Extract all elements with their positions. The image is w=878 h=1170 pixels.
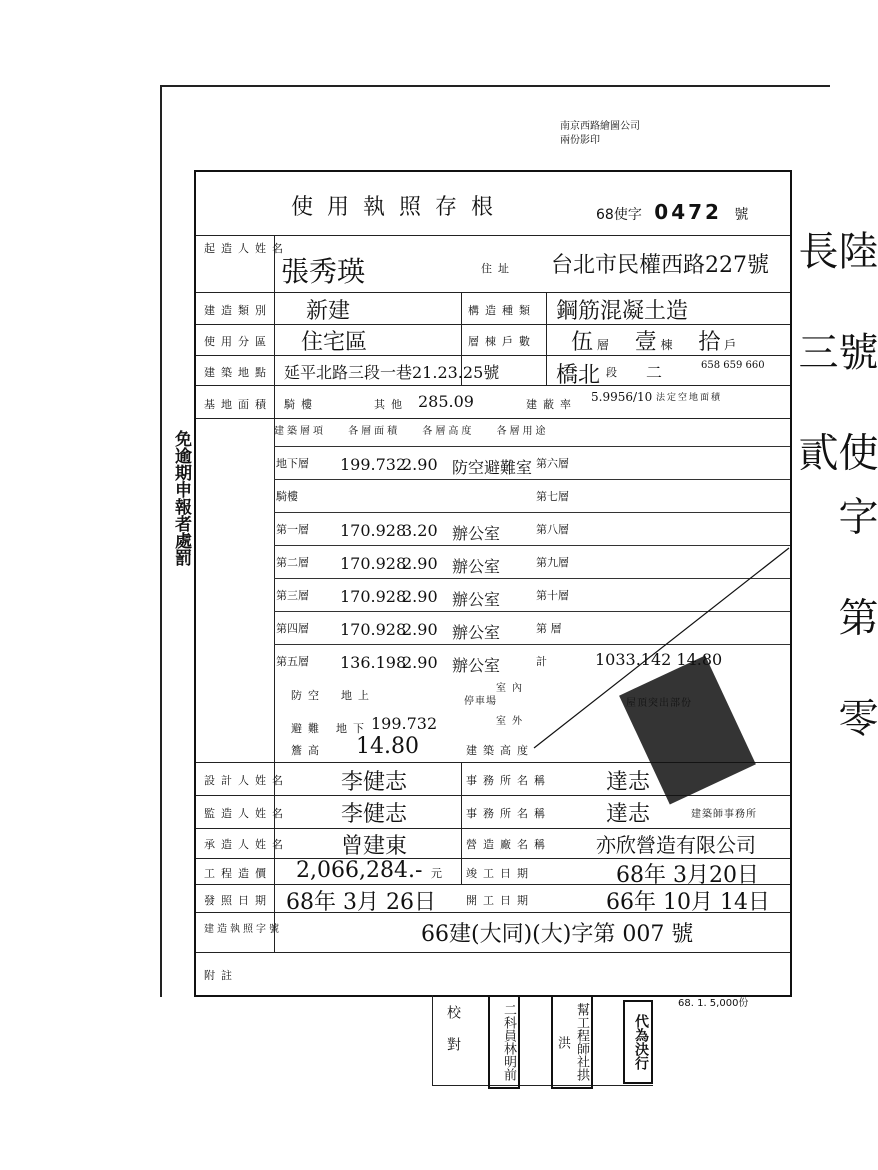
designer-office: 達志: [606, 770, 651, 795]
floor-area: 170.928: [340, 521, 407, 540]
floor-area: 170.928: [340, 620, 407, 639]
above-label: 地上: [341, 689, 375, 702]
floor-right-name: 第八層: [536, 523, 569, 536]
right-margin-text: 陸 號 使字 第 零 長 三 貳: [792, 230, 878, 761]
floor-use: 辦公室: [452, 524, 501, 543]
start-date: 66年 10月 14日: [606, 890, 770, 915]
zone-value: 住宅區: [301, 330, 368, 355]
section-value: 二: [646, 363, 663, 382]
floor-height: 2.90: [402, 587, 438, 606]
side-note: 免逾期申報者處罰: [171, 430, 191, 566]
structure-value: 鋼筋混凝土造: [556, 299, 689, 324]
floor-area: 170.928: [340, 587, 407, 606]
eave-height-value: 14.80: [356, 734, 419, 759]
floor-total: 1033.142 14.80: [595, 650, 723, 669]
floor-counts: [571, 325, 736, 356]
zone-label: 使用分區: [204, 335, 272, 348]
designer-label: 設計人姓名: [204, 774, 289, 787]
builder-name: 張秀瑛: [281, 255, 366, 288]
building-unit: 棟: [660, 338, 673, 352]
supervisor-label: 監造人姓名: [204, 807, 289, 820]
finish-label: 竣工日期: [466, 867, 534, 880]
print-info: 68. 1. 5,000份: [678, 998, 749, 1009]
contractor-name: 曾建東: [341, 834, 408, 859]
stamp-engineer: 幫工程師社拱洪: [551, 995, 593, 1089]
floor-height: 2.90: [402, 620, 438, 639]
floor-name: 第五層: [276, 655, 309, 668]
outdoor-label: 室外: [496, 716, 528, 727]
floor-area: 199.732: [340, 455, 407, 474]
header-area: 各層面積: [348, 426, 401, 437]
type-label: 建造類別: [204, 304, 272, 317]
floor-area: 170.928: [340, 554, 407, 573]
finish-date: 68年 3月20日: [616, 863, 759, 888]
floor-name: 第二層: [276, 556, 309, 569]
site-address: 延平北路三段一巷21.23.25號: [284, 363, 500, 382]
section-label: 段: [606, 366, 623, 379]
shelter-value: 199.732: [371, 714, 438, 733]
floor-right-name: 計: [536, 655, 547, 668]
permit-number: [596, 200, 748, 224]
shelter-label: 避難: [291, 722, 325, 735]
floor-use: 辦公室: [452, 656, 501, 675]
defense-label: 防空: [291, 689, 325, 702]
eave-height-label: 簷高: [291, 744, 325, 757]
stamp-execute: 代為決行: [623, 1000, 653, 1084]
build-permit-value: 66建(大同)(大)字第 007 號: [421, 922, 694, 947]
remark-label: 附註: [204, 969, 238, 982]
floor-right-name: 第十層: [536, 589, 569, 602]
cost-unit: 元: [431, 867, 448, 880]
floors-value: 伍: [571, 330, 594, 355]
parking-label: 停車場: [464, 696, 497, 707]
builder-address: 台北市民權西路227號: [551, 253, 769, 278]
units-value: 拾: [698, 330, 721, 355]
floor-height: 2.90: [402, 653, 438, 672]
header-height: 各層高度: [422, 426, 475, 437]
other-area: 285.09: [418, 392, 474, 411]
structure-label: 構造種類: [468, 304, 536, 317]
arcade-label: 騎樓: [284, 398, 318, 411]
permit-suffix: 號: [734, 207, 749, 223]
floor-name: 第一層: [276, 523, 309, 536]
legal-label: 法定空地面積: [656, 393, 723, 403]
floor-use: 防空避難室: [452, 458, 533, 477]
buildings-value: 壹: [634, 330, 657, 355]
floor-name: 地下層: [276, 457, 309, 470]
permit-form: [194, 170, 792, 997]
type-value: 新建: [306, 299, 351, 324]
supervisor-office: 達志: [606, 802, 651, 827]
start-label: 開工日期: [466, 894, 534, 907]
coverage-value: 5.9956/10: [591, 390, 653, 404]
site-label: 建築地點: [204, 366, 272, 379]
floor-right-name: 第七層: [536, 490, 569, 503]
floor-name: 第三層: [276, 589, 309, 602]
unit-unit: 戶: [724, 338, 737, 352]
supervisor-name: 李健志: [341, 802, 408, 827]
lot-no: 658 659 660: [701, 360, 765, 371]
check-label: 校對: [445, 1005, 461, 1069]
indoor-label: 室內: [496, 683, 528, 694]
cost-label: 工程造價: [204, 867, 272, 880]
floor-name: 第四層: [276, 622, 309, 635]
top-stamp-line1: 南京西路繪圖公司: [560, 121, 640, 132]
floor-use: 辦公室: [452, 590, 501, 609]
supervisor-office-label: 事務所名稱: [466, 807, 551, 820]
floor-height: 3.20: [402, 521, 438, 540]
issue-label: 發照日期: [204, 894, 272, 907]
other-label: 其他: [374, 398, 408, 411]
floor-right-name: 第九層: [536, 556, 569, 569]
below-label: 地下: [336, 722, 370, 735]
contractor-label: 承造人姓名: [204, 838, 289, 851]
firm-label: 營造廠名稱: [466, 838, 551, 851]
designer-office-label: 事務所名稱: [466, 774, 551, 787]
cost-value: 2,066,284.-: [296, 858, 423, 883]
contractor-firm: 亦欣營造有限公司: [596, 833, 756, 857]
approval-box: [432, 995, 653, 1086]
floor-name: 騎樓: [276, 490, 298, 503]
site-district: 橋北: [556, 363, 601, 388]
header-use: 各層用途: [496, 426, 549, 437]
floor-height: 2.90: [402, 554, 438, 573]
header-item: 建築層項: [274, 426, 326, 437]
issue-date: 68年 3月 26日: [286, 890, 436, 915]
build-permit-label: 建造執照字號: [204, 924, 282, 935]
top-stamp-line2: 兩份影印: [560, 135, 600, 146]
stamp-clerk: 二科員林明前: [488, 995, 520, 1089]
address-label: 住址: [481, 262, 515, 275]
permit-no: 0472: [654, 200, 722, 224]
floor-table-headers: [274, 422, 549, 437]
floor-use: 辦公室: [452, 557, 501, 576]
form-title: 使用執照存根: [291, 195, 508, 220]
permit-prefix: 68使字: [596, 207, 642, 223]
floor-unit: 層: [596, 338, 609, 352]
floor-height: 2.90: [402, 455, 438, 474]
area-label: 基地面積: [204, 398, 272, 411]
floor-area: 136.198: [340, 653, 407, 672]
floor-use: 辦公室: [452, 623, 501, 642]
floor-right-name: 第 層: [536, 622, 562, 635]
supervisor-office-suffix: 建築師事務所: [691, 809, 757, 820]
coverage-label: 建蔽率: [526, 398, 577, 411]
builder-label: 起造人姓名: [204, 242, 289, 255]
floor-right-name: 第六層: [536, 457, 569, 470]
floors-label: 層棟戶數: [468, 335, 536, 348]
designer-name: 李健志: [341, 770, 408, 795]
build-height-label: 建築高度: [466, 744, 534, 757]
